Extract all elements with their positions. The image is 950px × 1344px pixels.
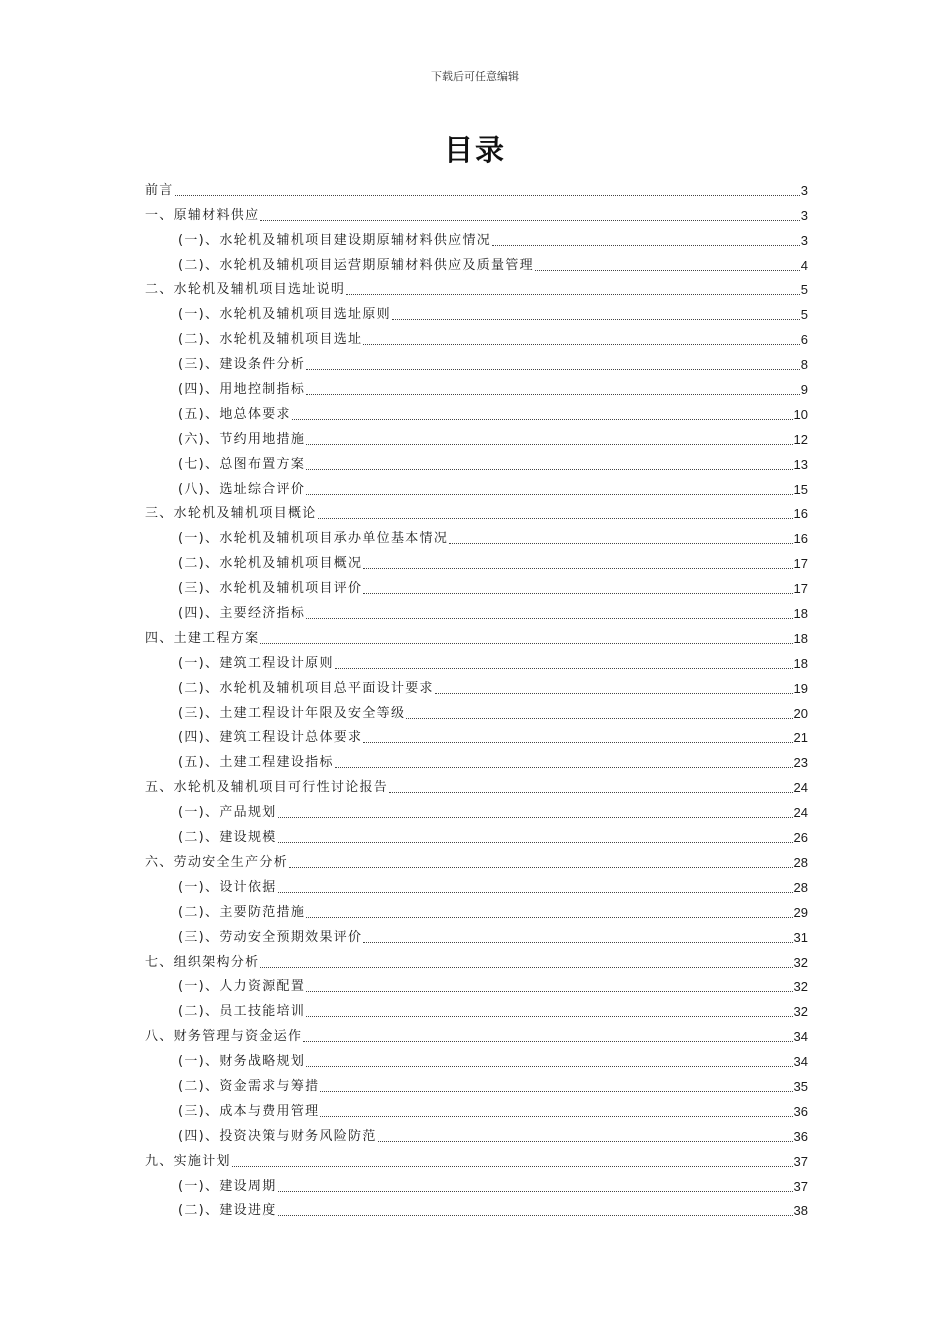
toc-page-number: 34	[793, 1029, 808, 1045]
toc-dot-leader	[363, 592, 792, 594]
toc-entry[interactable]	[145, 224, 808, 249]
toc-dot-leader	[306, 1065, 792, 1067]
toc-dot-leader	[335, 667, 793, 669]
toc-page-number: 28	[793, 854, 808, 870]
toc-entry[interactable]	[145, 398, 808, 423]
toc-page-number: 24	[793, 780, 808, 796]
toc-entry-title: (一)、水轮机及辅机项目选址原则	[178, 307, 391, 323]
toc-page-number: 28	[793, 879, 808, 895]
toc-page-number: 37	[793, 1178, 808, 1194]
toc-entry-title: (四)、用地控制指标	[178, 382, 306, 398]
toc-page-number: 23	[793, 755, 808, 771]
toc-dot-leader	[306, 1015, 792, 1017]
toc-entry[interactable]	[145, 1070, 808, 1095]
toc-entry[interactable]	[145, 348, 808, 373]
toc-entry-title: (一)、人力资源配置	[178, 979, 306, 995]
toc-entry[interactable]	[145, 1095, 808, 1120]
toc-dot-leader	[175, 194, 800, 196]
toc-entry[interactable]	[145, 1195, 808, 1220]
toc-entry[interactable]	[145, 796, 808, 821]
toc-entry-title: (一)、水轮机及辅机项目建设期原辅材料供应情况	[178, 232, 492, 248]
page-title: 目录	[443, 133, 506, 167]
toc-entry-title: (一)、财务战略规划	[178, 1054, 306, 1070]
toc-dot-leader	[306, 443, 792, 445]
toc-entry-title: (二)、建设进度	[178, 1203, 277, 1219]
toc-entry[interactable]	[145, 722, 808, 747]
toc-page-number: 34	[793, 1054, 808, 1070]
toc-entry[interactable]	[145, 174, 808, 199]
toc-dot-leader	[378, 1140, 793, 1142]
toc-entry[interactable]	[145, 597, 808, 622]
toc-dot-leader	[260, 966, 792, 968]
toc-page-number: 8	[800, 357, 808, 373]
toc-page-number: 20	[793, 705, 808, 721]
toc-entry-title: (二)、主要防范措施	[178, 904, 306, 920]
toc-page-number: 21	[793, 730, 808, 746]
toc-dot-leader	[278, 1190, 793, 1192]
toc-page-number: 35	[793, 1078, 808, 1094]
toc-entry-title: 二、水轮机及辅机项目选址说明	[145, 282, 346, 298]
toc-entry[interactable]	[145, 249, 808, 274]
toc-entry[interactable]	[145, 921, 808, 946]
toc-entry[interactable]	[145, 697, 808, 722]
toc-dot-leader	[406, 717, 792, 719]
toc-entry-title: (三)、建设条件分析	[178, 357, 306, 373]
toc-entry-title: 前言	[145, 182, 174, 198]
toc-dot-leader	[492, 244, 800, 246]
toc-entry[interactable]	[145, 448, 808, 473]
toc-entry[interactable]	[145, 672, 808, 697]
toc-entry[interactable]	[145, 746, 808, 771]
toc-page-number: 32	[793, 954, 808, 970]
toc-page-number: 16	[793, 531, 808, 547]
toc-entry-title: 一、原辅材料供应	[145, 207, 260, 223]
toc-entry[interactable]	[145, 1120, 808, 1145]
toc-entry[interactable]	[145, 846, 808, 871]
toc-dot-leader	[363, 941, 792, 943]
toc-entry[interactable]	[145, 423, 808, 448]
toc-entry-title: (一)、水轮机及辅机项目承办单位基本情况	[178, 531, 449, 547]
toc-entry[interactable]	[145, 622, 808, 647]
toc-page-number: 5	[800, 282, 808, 298]
toc-dot-leader	[289, 866, 793, 868]
toc-entry-title: (二)、建设规模	[178, 830, 277, 846]
toc-page-number: 9	[800, 382, 808, 398]
toc-dot-leader	[363, 567, 792, 569]
toc-page-number: 13	[793, 456, 808, 472]
toc-entry-title: 七、组织架构分析	[145, 954, 260, 970]
toc-dot-leader	[232, 1165, 793, 1167]
header-note: 下载后可任意编辑	[431, 70, 519, 83]
toc-page-number: 18	[793, 655, 808, 671]
toc-entry-title: 四、土建工程方案	[145, 630, 260, 646]
toc-page-number: 4	[800, 257, 808, 273]
toc-entry-title: (三)、劳动安全预期效果评价	[178, 929, 363, 945]
toc-dot-leader	[363, 343, 799, 345]
toc-page-number: 18	[793, 606, 808, 622]
toc-dot-leader	[363, 741, 792, 743]
toc-dot-leader	[292, 418, 793, 420]
toc-page-number: 36	[793, 1128, 808, 1144]
toc-page-number: 29	[793, 904, 808, 920]
toc-entry[interactable]	[145, 995, 808, 1020]
toc-entry[interactable]	[145, 896, 808, 921]
toc-entry[interactable]	[145, 871, 808, 896]
toc-dot-leader	[318, 517, 793, 519]
toc-entry-title: 九、实施计划	[145, 1153, 231, 1169]
toc-dot-leader	[320, 1115, 792, 1117]
toc-page-number: 32	[793, 979, 808, 995]
toc-entry[interactable]	[145, 498, 808, 523]
toc-entry[interactable]	[145, 298, 808, 323]
toc-dot-leader	[335, 766, 793, 768]
toc-entry-title: (一)、设计依据	[178, 879, 277, 895]
toc-entry-title: 五、水轮机及辅机项目可行性讨论报告	[145, 780, 389, 796]
toc-page-number: 38	[793, 1203, 808, 1219]
toc-page-number: 37	[793, 1153, 808, 1169]
toc-page-number: 17	[793, 556, 808, 572]
toc-entry[interactable]	[145, 1170, 808, 1195]
toc-page-number: 19	[793, 680, 808, 696]
toc-entry[interactable]	[145, 647, 808, 672]
toc-entry-title: (二)、水轮机及辅机项目运营期原辅材料供应及质量管理	[178, 257, 534, 273]
toc-entry[interactable]	[145, 971, 808, 996]
toc-entry[interactable]	[145, 547, 808, 572]
toc-entry-title: (二)、水轮机及辅机项目总平面设计要求	[178, 680, 434, 696]
toc-page-number: 17	[793, 581, 808, 597]
toc-dot-leader	[306, 617, 792, 619]
toc-dot-leader	[278, 816, 793, 818]
toc-entry-title: (一)、建筑工程设计原则	[178, 655, 334, 671]
toc-entry-title: 六、劳动安全生产分析	[145, 854, 289, 870]
toc-page-number: 3	[800, 207, 808, 223]
toc-dot-leader	[306, 493, 792, 495]
toc-page-number: 31	[793, 929, 808, 945]
toc-entry-title: (七)、总图布置方案	[178, 456, 306, 472]
toc-entry[interactable]	[145, 323, 808, 348]
toc-entry-title: (三)、土建工程设计年限及安全等级	[178, 705, 406, 721]
toc-dot-leader	[449, 542, 792, 544]
toc-page-number: 5	[800, 307, 808, 323]
toc-dot-leader	[260, 642, 792, 644]
toc-entry-title: 三、水轮机及辅机项目概论	[145, 506, 317, 522]
toc-entry[interactable]	[145, 274, 808, 299]
toc-dot-leader	[435, 692, 793, 694]
toc-entry[interactable]	[145, 946, 808, 971]
toc-page-number: 16	[793, 506, 808, 522]
toc-entry[interactable]	[145, 1045, 808, 1070]
toc-entry-title: (五)、地总体要求	[178, 406, 291, 422]
toc-entry-title: (四)、投资决策与财务风险防范	[178, 1128, 377, 1144]
toc-entry-title: (六)、节约用地措施	[178, 431, 306, 447]
toc-entry-title: (四)、主要经济指标	[178, 606, 306, 622]
toc-entry[interactable]	[145, 473, 808, 498]
toc-dot-leader	[306, 916, 792, 918]
toc-dot-leader	[260, 219, 799, 221]
toc-entry-title: (一)、产品规划	[178, 805, 277, 821]
toc-page-number: 26	[793, 830, 808, 846]
toc-entry-title: (二)、水轮机及辅机项目概况	[178, 556, 363, 572]
toc-entry-title: (三)、水轮机及辅机项目评价	[178, 581, 363, 597]
toc-page-number: 36	[793, 1103, 808, 1119]
toc-dot-leader	[306, 368, 800, 370]
toc-page-number: 6	[800, 332, 808, 348]
toc-page-number: 24	[793, 805, 808, 821]
table-of-contents	[145, 174, 808, 1219]
toc-dot-leader	[306, 990, 792, 992]
toc-entry-title: (四)、建筑工程设计总体要求	[178, 730, 363, 746]
toc-dot-leader	[278, 1214, 793, 1216]
toc-dot-leader	[392, 318, 800, 320]
toc-entry[interactable]	[145, 572, 808, 597]
toc-dot-leader	[278, 841, 793, 843]
toc-entry-title: (二)、员工技能培训	[178, 1004, 306, 1020]
toc-entry[interactable]	[145, 522, 808, 547]
toc-page-number: 3	[800, 182, 808, 198]
toc-entry-title: (二)、资金需求与筹措	[178, 1078, 320, 1094]
toc-dot-leader	[306, 393, 800, 395]
toc-entry-title: (八)、选址综合评价	[178, 481, 306, 497]
toc-page-number: 3	[800, 232, 808, 248]
toc-entry[interactable]	[145, 771, 808, 796]
toc-dot-leader	[306, 468, 792, 470]
toc-entry-title: (一)、建设周期	[178, 1178, 277, 1194]
toc-page-number: 12	[793, 431, 808, 447]
toc-dot-leader	[346, 293, 800, 295]
toc-page-number: 32	[793, 1004, 808, 1020]
toc-entry[interactable]	[145, 821, 808, 846]
toc-dot-leader	[535, 269, 800, 271]
toc-dot-leader	[320, 1090, 792, 1092]
toc-entry[interactable]	[145, 373, 808, 398]
toc-page-number: 10	[793, 406, 808, 422]
toc-entry-title: 八、财务管理与资金运作	[145, 1029, 303, 1045]
toc-entry-title: (二)、水轮机及辅机项目选址	[178, 332, 363, 348]
toc-entry-title: (三)、成本与费用管理	[178, 1103, 320, 1119]
toc-page-number: 18	[793, 630, 808, 646]
toc-dot-leader	[303, 1040, 792, 1042]
toc-dot-leader	[389, 791, 792, 793]
toc-entry-title: (五)、土建工程建设指标	[178, 755, 334, 771]
toc-entry[interactable]	[145, 1145, 808, 1170]
toc-page-number: 15	[793, 481, 808, 497]
toc-dot-leader	[278, 891, 793, 893]
toc-entry[interactable]	[145, 1020, 808, 1045]
toc-entry[interactable]	[145, 199, 808, 224]
